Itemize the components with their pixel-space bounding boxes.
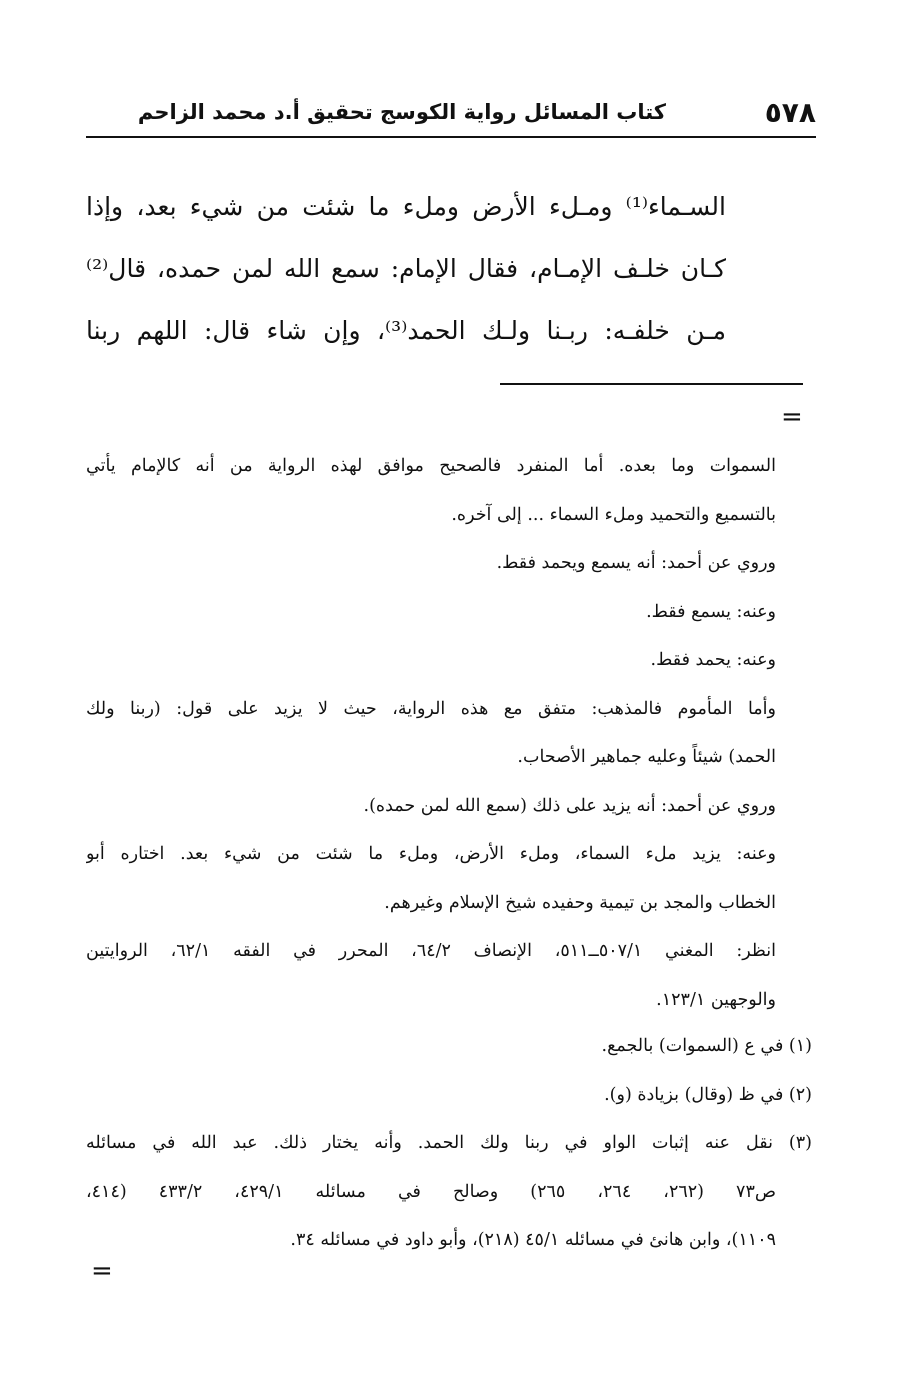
footnotes-block xyxy=(86,1022,812,1265)
page-number: ٥٧٨ xyxy=(764,96,816,129)
note-line: وعنه: يسمع فقط. xyxy=(646,601,776,622)
note-line: وأما المأموم فالمذهب: متفق مع هذه الرواية، حيث لا يزيد على قول: (ربنا ولك xyxy=(86,698,776,719)
note-line: وروي عن أحمد: أنه يزيد على ذلك (سمع الله لمن حمده). xyxy=(363,795,776,816)
continuation-mark-top: = xyxy=(781,402,803,432)
note-line: الخطاب والمجد بن تيمية وحفيده شيخ الإسلام وغيرهم. xyxy=(384,892,776,913)
page-header xyxy=(86,96,816,138)
note-line: وروي عن أحمد: أنه يسمع ويحمد فقط. xyxy=(496,553,776,573)
note-line: السموات وما بعده. أما المنفرد فالصحيح موافق لهذه الرواية من أنه كالإمام يأتي xyxy=(86,456,776,476)
running-title: كتاب المسائل رواية الكوسج تحقيق أ.د محمد الزاحم xyxy=(137,100,666,124)
footnote-2: (٢) في ظ (وقال) بزيادة (و). xyxy=(604,1084,812,1105)
note-line: بالتسميع والتحميد وملء السماء ... إلى آخره. xyxy=(451,504,776,525)
footnote-separator xyxy=(500,383,803,385)
footnote-1: (١) في ع (السموات) بالجمع. xyxy=(601,1036,812,1056)
main-text-line: مـن خلفـه: ربـنا ولـك الحمد⁽³⁾، وإن شاء قال: اللهم ربنا xyxy=(86,316,726,345)
main-text-block xyxy=(86,176,726,362)
note-line: والوجهين ١٢٣/١. xyxy=(656,989,776,1010)
main-text-line: كـان خلـف الإمـام، فقال الإمام: سمع الله لمن حمده، قال⁽²⁾ xyxy=(86,254,726,283)
note-line: انظر: المغني ٥٠٧/١ــ٥١١، الإنصاف ٦٤/٢، المحرر في الفقه ٦٢/١، الروايتين xyxy=(86,941,776,961)
footnote-3-cont: ١١٠٩)، وابن هانئ في مسائله ٤٥/١ (٢١٨)، وأبو داود في مسائله ٣٤. xyxy=(290,1230,776,1250)
note-line: الحمد) شيئاً وعليه جماهير الأصحاب. xyxy=(517,747,776,767)
footnote-3: (٣) نقل عنه إثبات الواو في ربنا ولك الحمد. وأنه يختار ذلك. عبد الله في مسائله xyxy=(86,1133,812,1153)
note-line: وعنه: يحمد فقط. xyxy=(650,650,776,670)
continuation-mark-bottom: = xyxy=(91,1256,113,1286)
continued-note-block xyxy=(86,442,776,1024)
main-text-line: السـماء⁽¹⁾ ومـلء الأرض وملء ما شئت من شيء بعد، وإذا xyxy=(86,192,726,221)
note-line: وعنه: يزيد ملء السماء، وملء الأرض، وملء ما شئت من شيء بعد. اختاره أبو xyxy=(86,844,776,864)
footnote-3-cont: ص٧٣ (٢٦٢، ٢٦٤، ٢٦٥) وصالح في مسائله ٤٢٩/١، ٤٣٣/٢ (٤١٤، xyxy=(86,1181,777,1202)
